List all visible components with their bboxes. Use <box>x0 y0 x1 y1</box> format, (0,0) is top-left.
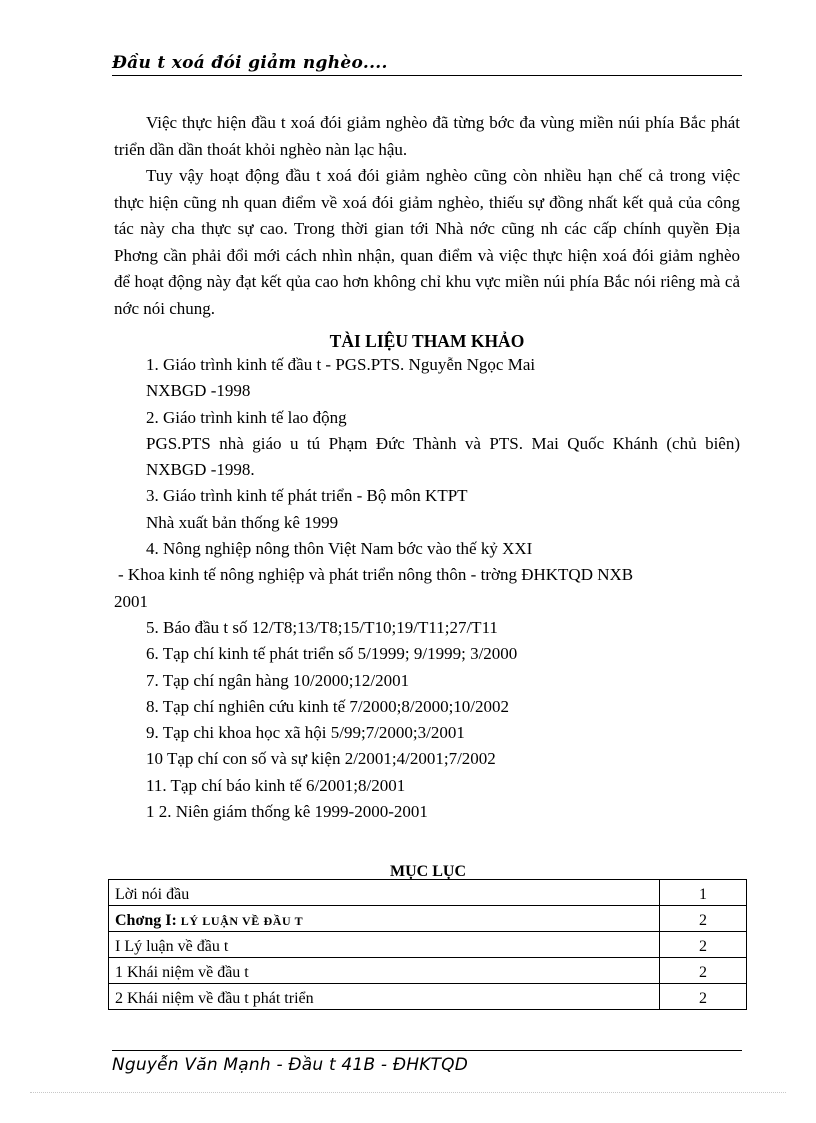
conclusion-text <box>114 110 740 322</box>
toc-row <box>109 880 747 906</box>
toc-row <box>109 906 747 932</box>
toc-row <box>109 984 747 1010</box>
reference-line: - Khoa kinh tế nông nghiệp và phát triển nông thôn - trờng ĐHKTQD NXB <box>118 565 634 585</box>
reference-line: 6. Tạp chí kinh tế phát triển số 5/1999; 9/1999; 3/2000 <box>146 644 518 664</box>
toc-page-number: 1 <box>660 880 747 906</box>
reference-line: 4. Nông nghiệp nông thôn Việt Nam bớc vào thế kỷ XXI <box>146 539 533 559</box>
reference-line: Nhà xuất bản thống kê 1999 <box>146 512 339 532</box>
reference-line: 8. Tạp chí nghiên cứu kinh tế 7/2000;8/2000;10/2002 <box>146 696 510 716</box>
reference-line: 1. Giáo trình kinh tế đầu t - PGS.PTS. Nguyễn Ngọc Mai <box>146 355 536 374</box>
reference-line: 2. Giáo trình kinh tế lao động <box>146 407 347 427</box>
reference-line: 2001 <box>114 591 148 611</box>
reference-line: NXBGD -1998 <box>146 381 251 401</box>
toc-entry: I Lý luận về đầu t <box>109 932 660 958</box>
toc-page-number: 2 <box>660 906 747 932</box>
references-list <box>114 352 740 825</box>
page-bottom-edge <box>30 1092 786 1093</box>
reference-line: 11. Tạp chí báo kinh tế 6/2001;8/2001 <box>146 775 406 795</box>
paragraph: Tuy vậy hoạt động đầu t xoá đói giảm nghèo cũng còn nhiều hạn chế cả trong việc thực hiện cũng nh quan điểm về xoá đói giảm nghèo, thiếu sự đồng nhất kết quả của công tác này cha thực sự cao. Trong thời gian tới Nhà nớc cũng nh các cấp chính quyền Địa Phơng cần phải đổi mới cách nhìn nhận, quan điểm và việc thực hiện xoá đói giảm nghèo để hoạt động này đạt kết qủa cao hơn không chỉ khu vực miền núi phía Bắc nói riêng mà cả nớc nói chung. <box>114 166 740 318</box>
chapter-label: Chơng I: <box>115 912 177 929</box>
references-heading: TÀI LIỆU THAM KHẢO <box>329 331 525 351</box>
toc-heading: MỤC LỤC <box>390 863 466 880</box>
reference-line: 1 2. Niên giám thống kê 1999-2000-2001 <box>146 802 428 822</box>
reference-line: 10 Tạp chí con số và sự kiện 2/2001;4/2001;7/2002 <box>146 749 496 769</box>
running-header: Đầu t xoá đói giảm nghèo.... <box>112 53 388 73</box>
paragraph: Việc thực hiện đầu t xoá đói giảm nghèo đã từng bớc đa vùng miền núi phía Bắc phát triển dần dần thoát khỏi nghèo nàn lạc hậu. <box>114 113 740 159</box>
reference-line: 3. Giáo trình kinh tế phát triển - Bộ môn KTPT <box>146 486 468 506</box>
toc-row <box>109 958 747 984</box>
toc-table <box>108 879 747 1010</box>
reference-line: 9. Tạp chi khoa học xã hội 5/99;7/2000;3/2001 <box>146 723 465 743</box>
toc-entry <box>109 906 660 932</box>
chapter-title: LÝ LUẬN VỀ ĐẦU T <box>180 914 304 928</box>
toc-entry: 1 Khái niệm về đầu t <box>109 958 660 984</box>
running-footer: Nguyễn Văn Mạnh - Đầu t 41B - ĐHKTQD <box>112 1055 469 1075</box>
footer-divider <box>112 1050 742 1051</box>
toc-page-number: 2 <box>660 958 747 984</box>
toc-page-number: 2 <box>660 932 747 958</box>
toc-page-number: 2 <box>660 984 747 1010</box>
header-divider <box>112 75 742 76</box>
toc-entry: Lời nói đầu <box>109 880 660 906</box>
toc-row <box>109 932 747 958</box>
toc-entry: 2 Khái niệm về đầu t phát triển <box>109 984 660 1010</box>
reference-line: PGS.PTS nhà giáo u tú Phạm Đức Thành và PTS. Mai Quốc Khánh (chủ biên) NXBGD -1998. <box>146 433 740 480</box>
reference-line: 5. Báo đầu t số 12/T8;13/T8;15/T10;19/T11;27/T11 <box>146 617 498 637</box>
reference-line: 7. Tạp chí ngân hàng 10/2000;12/2001 <box>146 670 410 690</box>
